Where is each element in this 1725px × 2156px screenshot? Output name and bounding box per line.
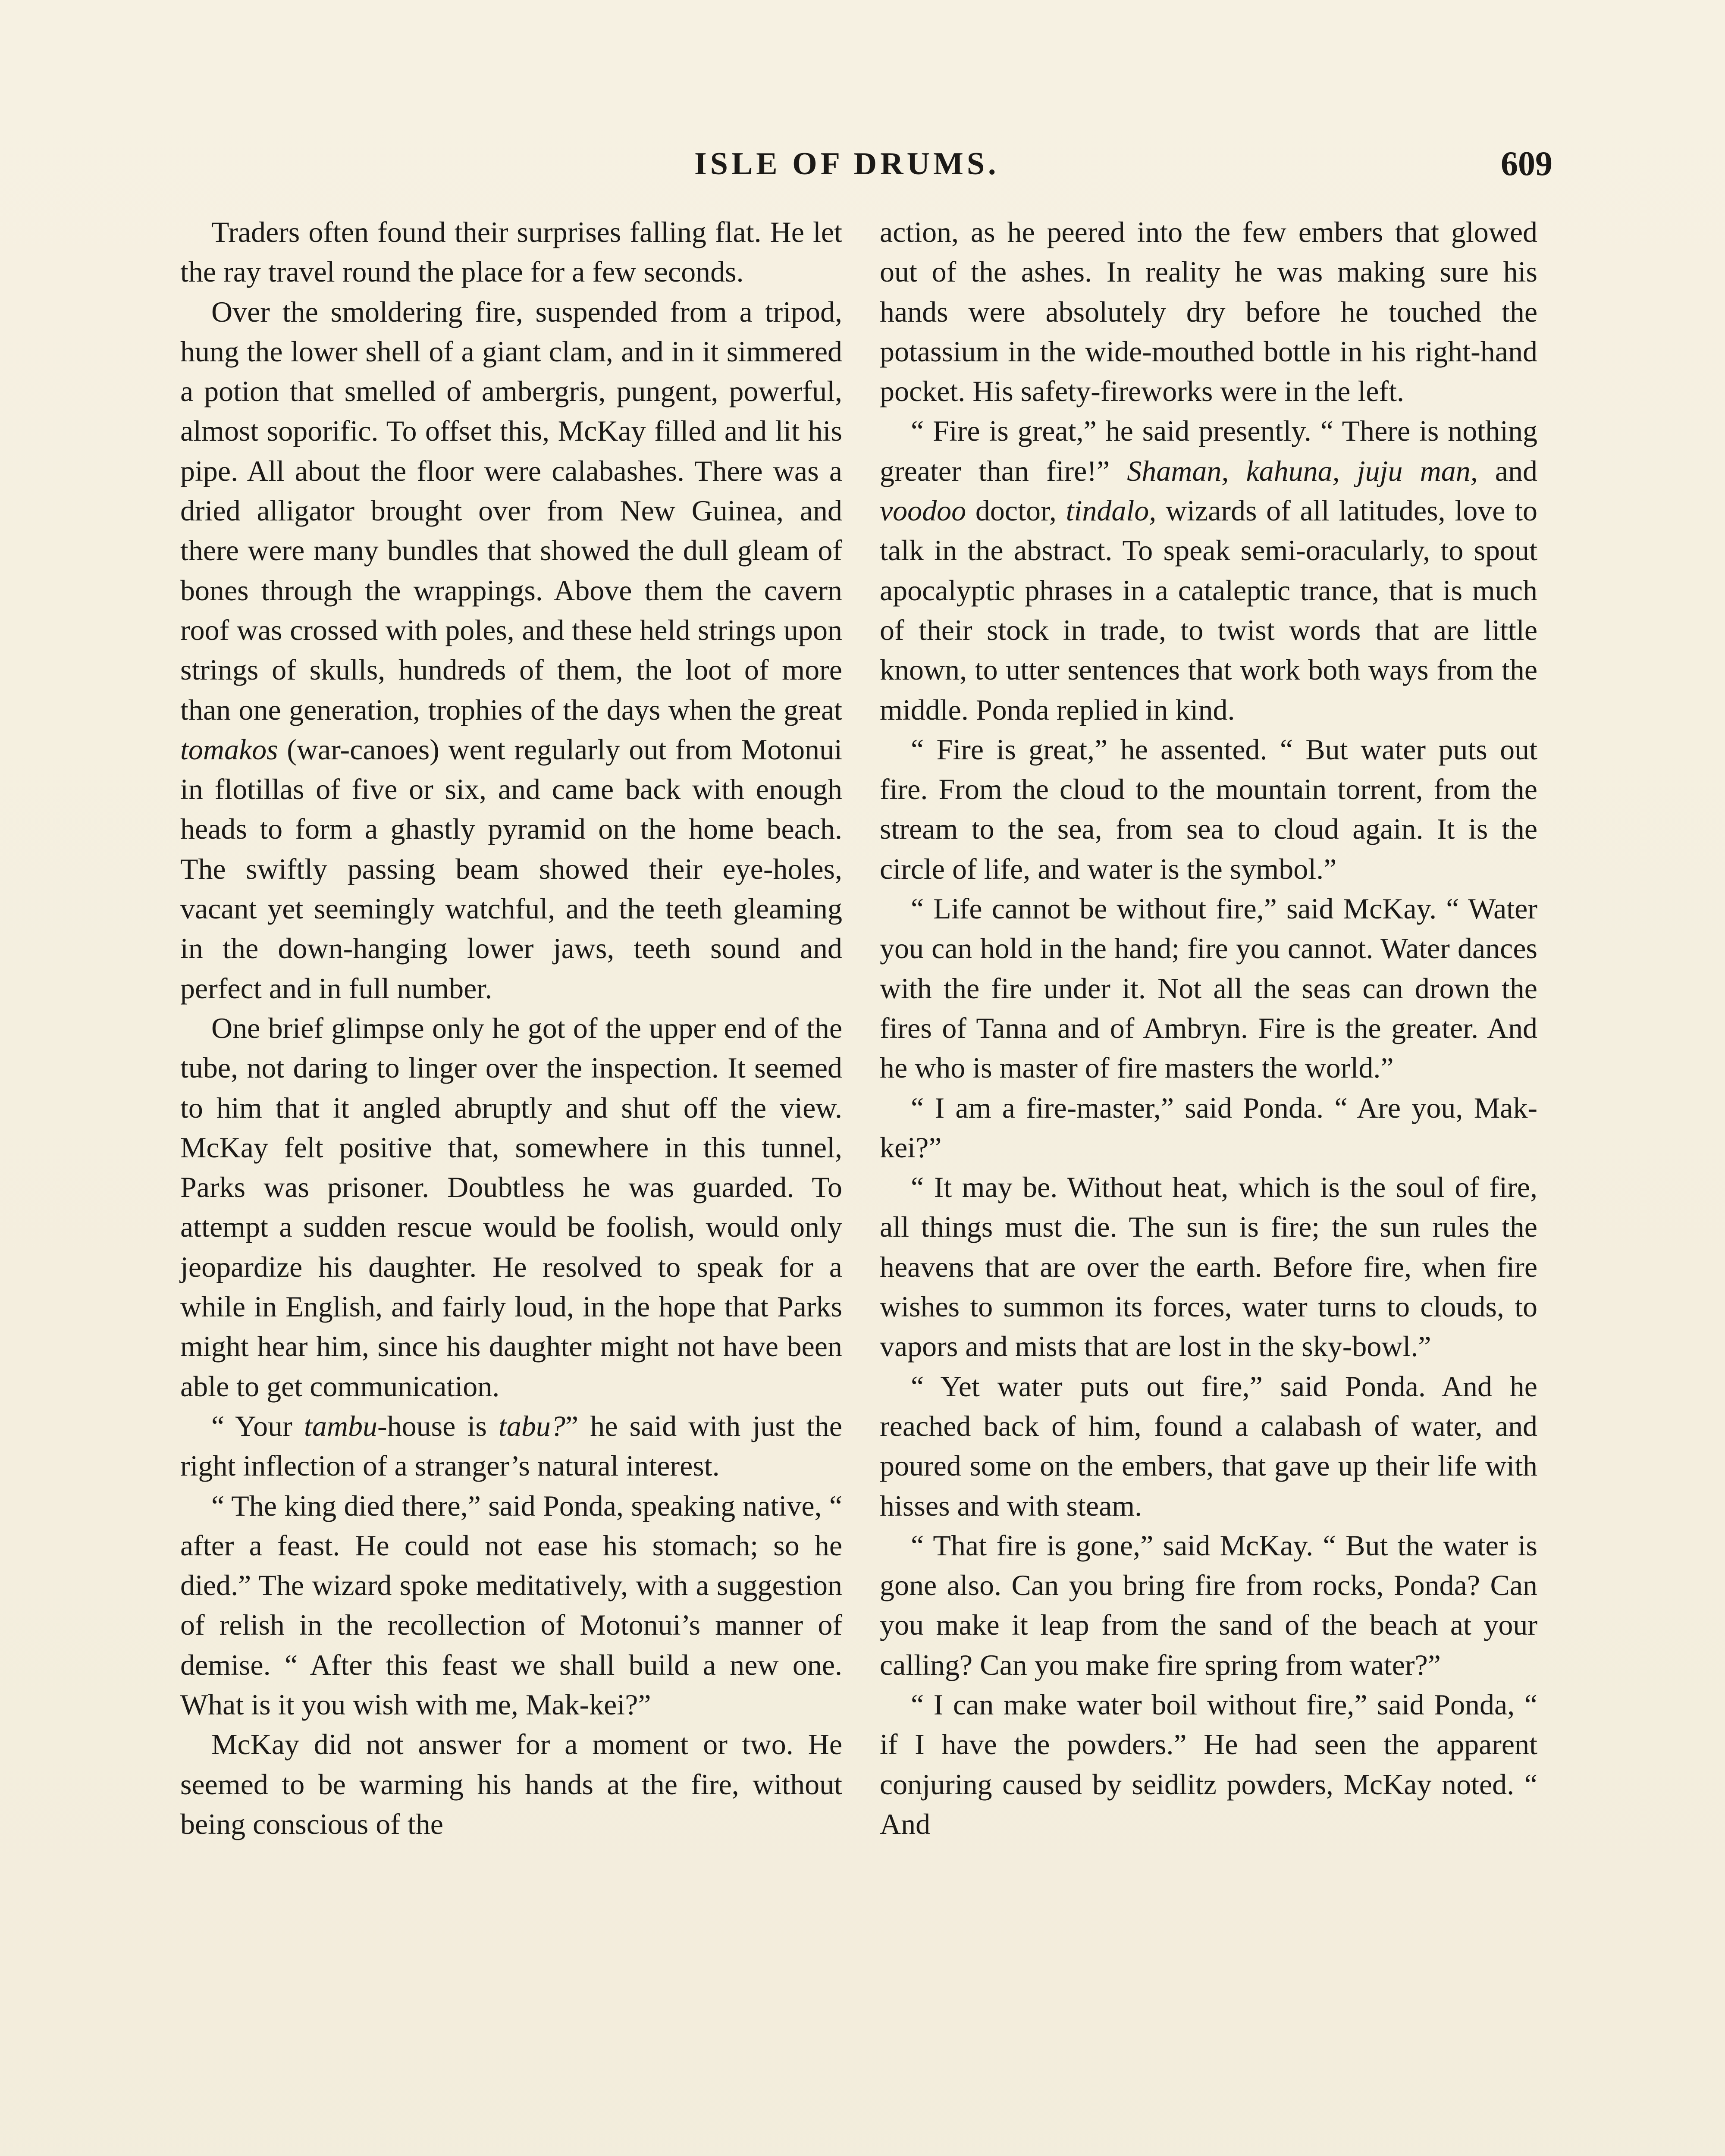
text-run: “ I am a fire-master,” said Ponda. “ Are you, Mak-kei?” <box>880 1091 1537 1164</box>
text-run: “ I can make water boil without fire,” said Ponda, “ if I have the powders.” He had seen the apparent conjuring caused by seidlitz powders, McKay noted. “ And <box>880 1688 1537 1840</box>
text-run: Traders often found their surprises falling flat. He let the ray travel round the place for a few seconds. <box>180 216 842 288</box>
paragraph <box>180 1486 842 1725</box>
text-run: “ Yet water puts out fire,” said Ponda. And he reached back of him, found a calabash of water, and poured some on the embers, that gave up their life with hisses and with steam. <box>880 1369 1537 1522</box>
italic-text: tomakos <box>180 733 278 766</box>
text-run: action, as he peered into the few embers that glowed out of the ashes. In reality he was making sure his hands were absolutely dry before he touched the potassium in the wide-mouthed bottle in his right-hand pocket. His safety-fireworks were in the left. <box>880 216 1537 408</box>
paragraph <box>880 1685 1537 1844</box>
text-run: (war-canoes) went regularly out from Motonui in flotillas of five or six, and came back with enough heads to form a ghastly pyramid on the home beach. The swiftly passing beam showed their eye-holes, vacant yet seemingly watchful, and the teeth gleaming in the down-hanging lower jaws, teeth sound and perfect and in full number. <box>180 733 842 1005</box>
running-head <box>177 142 1552 190</box>
text-run: and <box>1477 454 1537 487</box>
text-run: “ Fire is great,” he said presently. “ There is nothing greater than fire!” <box>880 414 1537 487</box>
left-column <box>180 212 842 1844</box>
paragraph <box>180 292 842 1008</box>
paragraph <box>880 1526 1537 1685</box>
text-run: “ It may be. Without heat, which is the soul of fire, all things must die. The sun is fire; the sun rules the heavens that are over the earth. Before fire, when fire wishes to summon its forces, water turns to clouds, to vapors and mists that are lost in the sky-bowl.” <box>880 1171 1537 1363</box>
text-run: wizards of all latitudes, love to talk in the abstract. To speak semi-oracularly, to spout apocalyptic phrases in a cataleptic trance, that is much of their stock in trade, to twist words that are little known, to utter sentences that work both ways from the middle. Ponda replied in kind. <box>880 494 1537 726</box>
paragraph <box>880 889 1537 1087</box>
right-column <box>880 212 1537 1844</box>
text-run: doctor, <box>966 494 1066 527</box>
text-run: “ The king died there,” said Ponda, speaking native, “ after a feast. He could not ease his stomach; so he died.” The wizard spoke meditatively, with a suggestion of relish in the recollection of Motonui’s manner of demise. “ After this feast we shall build a new one. What is it you wish with me, Mak-kei?” <box>180 1489 842 1721</box>
running-title: ISLE OF DRUMS. <box>694 146 1000 182</box>
italic-text: tabu? <box>499 1409 565 1442</box>
paragraph <box>880 1088 1537 1168</box>
text-run: -house is <box>377 1409 499 1442</box>
paragraph <box>880 1167 1537 1366</box>
text-run: ” he said with just the right inflection of a stranger’s natural interest. <box>180 1409 842 1482</box>
paragraph <box>180 1724 842 1844</box>
page-number: 609 <box>1501 145 1552 183</box>
paragraph <box>880 1366 1537 1526</box>
text-run: One brief glimpse only he got of the upper end of the tube, not daring to linger over the inspection. It seemed to him that it angled abruptly and shut off the view. McKay felt positive that, somewhere in this tunnel, Parks was prisoner. Doubtless he was guarded. To attempt a sudden rescue would be foolish, would only jeopardize his daughter. He resolved to speak for a while in English, and fairly loud, in the hope that Parks might hear him, since his daughter might not have been able to get communication. <box>180 1011 842 1403</box>
paragraph <box>180 1008 842 1406</box>
paragraph <box>180 212 842 292</box>
text-run: McKay did not answer for a moment or two. He seemed to be warming his hands at the fire, without being conscious of the <box>180 1728 842 1840</box>
text-run: “ Your <box>211 1409 304 1442</box>
italic-text: tindalo, <box>1066 494 1157 527</box>
text-run: Over the smoldering fire, suspended from a tripod, hung the lower shell of a giant clam, and in it simmered a potion that smelled of ambergris, pungent, powerful, almost soporific. To offset this, McKay filled and lit his pipe. All about the floor were calabashes. There was a dried alligator brought over from New Guinea, and there were many bundles that showed the dull gleam of bones through the wrappings. Above them the cavern roof was crossed with poles, and these held strings upon strings of skulls, hundreds of them, the loot of more than one generation, trophies of the days when the great <box>180 295 842 726</box>
text-run: “ That fire is gone,” said McKay. “ But the water is gone also. Can you bring fire from rocks, Ponda? Can you make it leap from the sand of the beach at your calling? Can you make fire spring from water?” <box>880 1529 1537 1681</box>
text-run: “ Fire is great,” he assented. “ But water puts out fire. From the cloud to the mountain torrent, from the stream to the sea, from sea to cloud again. It is the circle of life, and water is the symbol.” <box>880 733 1537 885</box>
italic-text: Shaman, kahuna, juju man, <box>1127 454 1478 487</box>
paragraph <box>880 730 1537 889</box>
paragraph <box>880 411 1537 729</box>
italic-text: tambu <box>304 1409 377 1442</box>
paragraph <box>180 1406 842 1486</box>
paragraph <box>880 212 1537 411</box>
text-run: “ Life cannot be without fire,” said McKay. “ Water you can hold in the hand; fire you cannot. Water dances with the fire under it. Not all the seas can drown the fires of Tanna and of Ambryn. Fire is the greater. And he who is master of fire masters the world.” <box>880 892 1537 1084</box>
italic-text: voodoo <box>880 494 966 527</box>
